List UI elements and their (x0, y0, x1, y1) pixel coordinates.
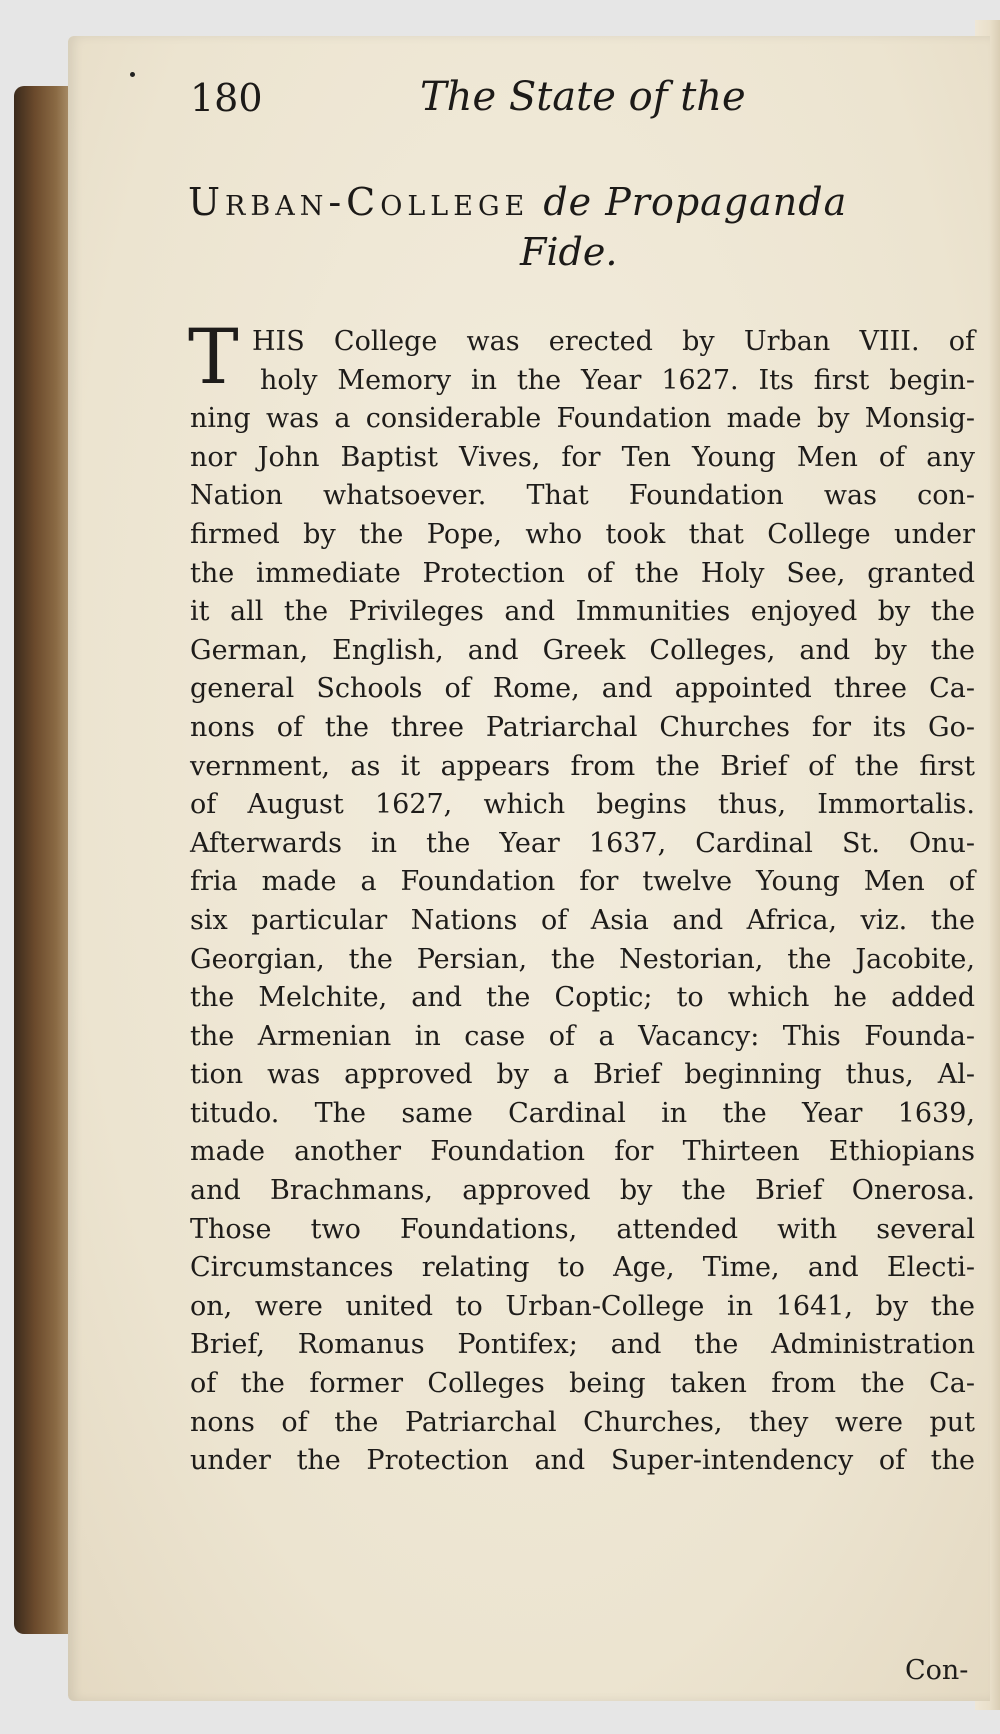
text-line: of August 1627, which begins thus, Immortalis. (190, 789, 975, 821)
text-line: fria made a Foundation for twelve Young Men of (190, 866, 975, 898)
section-title-line2: Fide. (520, 230, 618, 274)
page-number: 180 (190, 76, 263, 120)
text-line: titudo. The same Cardinal in the Year 1639, (190, 1097, 975, 1129)
page-header (190, 70, 970, 130)
body-text (188, 312, 975, 1481)
text-line: vernment, as it appears from the Brief of the first (190, 750, 975, 782)
text-line: Nation whatsoever. That Foundation was con- (190, 480, 975, 512)
text-line: it all the Privileges and Immunities enjoyed by the (190, 596, 975, 628)
section-title-roman: Urban-College (188, 180, 530, 224)
text-line: Afterwards in the Year 1637, Cardinal St. Onu- (190, 827, 975, 859)
text-line: Brief, Romanus Pontifex; and the Administration (190, 1329, 975, 1361)
text-line: six particular Nations of Asia and Africa, viz. the (190, 904, 975, 936)
catchword: Con- (905, 1655, 969, 1686)
text-line: general Schools of Rome, and appointed three Ca- (190, 673, 975, 705)
section-title (188, 180, 968, 224)
text-line: under the Protection and Super-intendency of the (190, 1445, 975, 1477)
text-line: the Armenian in case of a Vacancy: This Founda- (190, 1020, 975, 1052)
text-line: nons of the Patriarchal Churches, they were put (190, 1406, 975, 1438)
text-line: and Brachmans, approved by the Brief Onerosa. (190, 1175, 975, 1207)
text-line: German, English, and Greek Colleges, and by the (190, 634, 975, 666)
text-line: firmed by the Pope, who took that College under (190, 518, 975, 550)
text-line: nons of the three Patriarchal Churches for its Go- (190, 711, 975, 743)
text-line: ning was a considerable Foundation made by Monsig- (190, 403, 975, 435)
text-line: made another Foundation for Thirteen Ethiopians (190, 1136, 975, 1168)
section-title-italic: de Propaganda (543, 180, 848, 224)
drop-cap: T (188, 312, 239, 401)
text-line: HIS College was erected by Urban VIII. of (252, 326, 975, 357)
ink-speck (130, 72, 135, 77)
running-title: The State of the (420, 74, 746, 120)
text-line: Those two Foundations, attended with several (190, 1213, 975, 1245)
text-line: tion was approved by a Brief beginning thus, Al- (190, 1059, 975, 1091)
text-line: the immediate Protection of the Holy See, granted (190, 557, 975, 589)
text-line: on, were united to Urban-College in 1641, by the (190, 1290, 975, 1322)
text-line: the Melchite, and the Coptic; to which he added (190, 982, 975, 1014)
text-line: Circumstances relating to Age, Time, and Electi- (190, 1252, 975, 1284)
text-line: Georgian, the Persian, the Nestorian, the Jacobite, (190, 943, 975, 975)
text-line: nor John Baptist Vives, for Ten Young Men of any (190, 441, 975, 473)
text-line: holy Memory in the Year 1627. Its first begin- (260, 364, 975, 396)
text-line: of the former Colleges being taken from the Ca- (190, 1368, 975, 1400)
